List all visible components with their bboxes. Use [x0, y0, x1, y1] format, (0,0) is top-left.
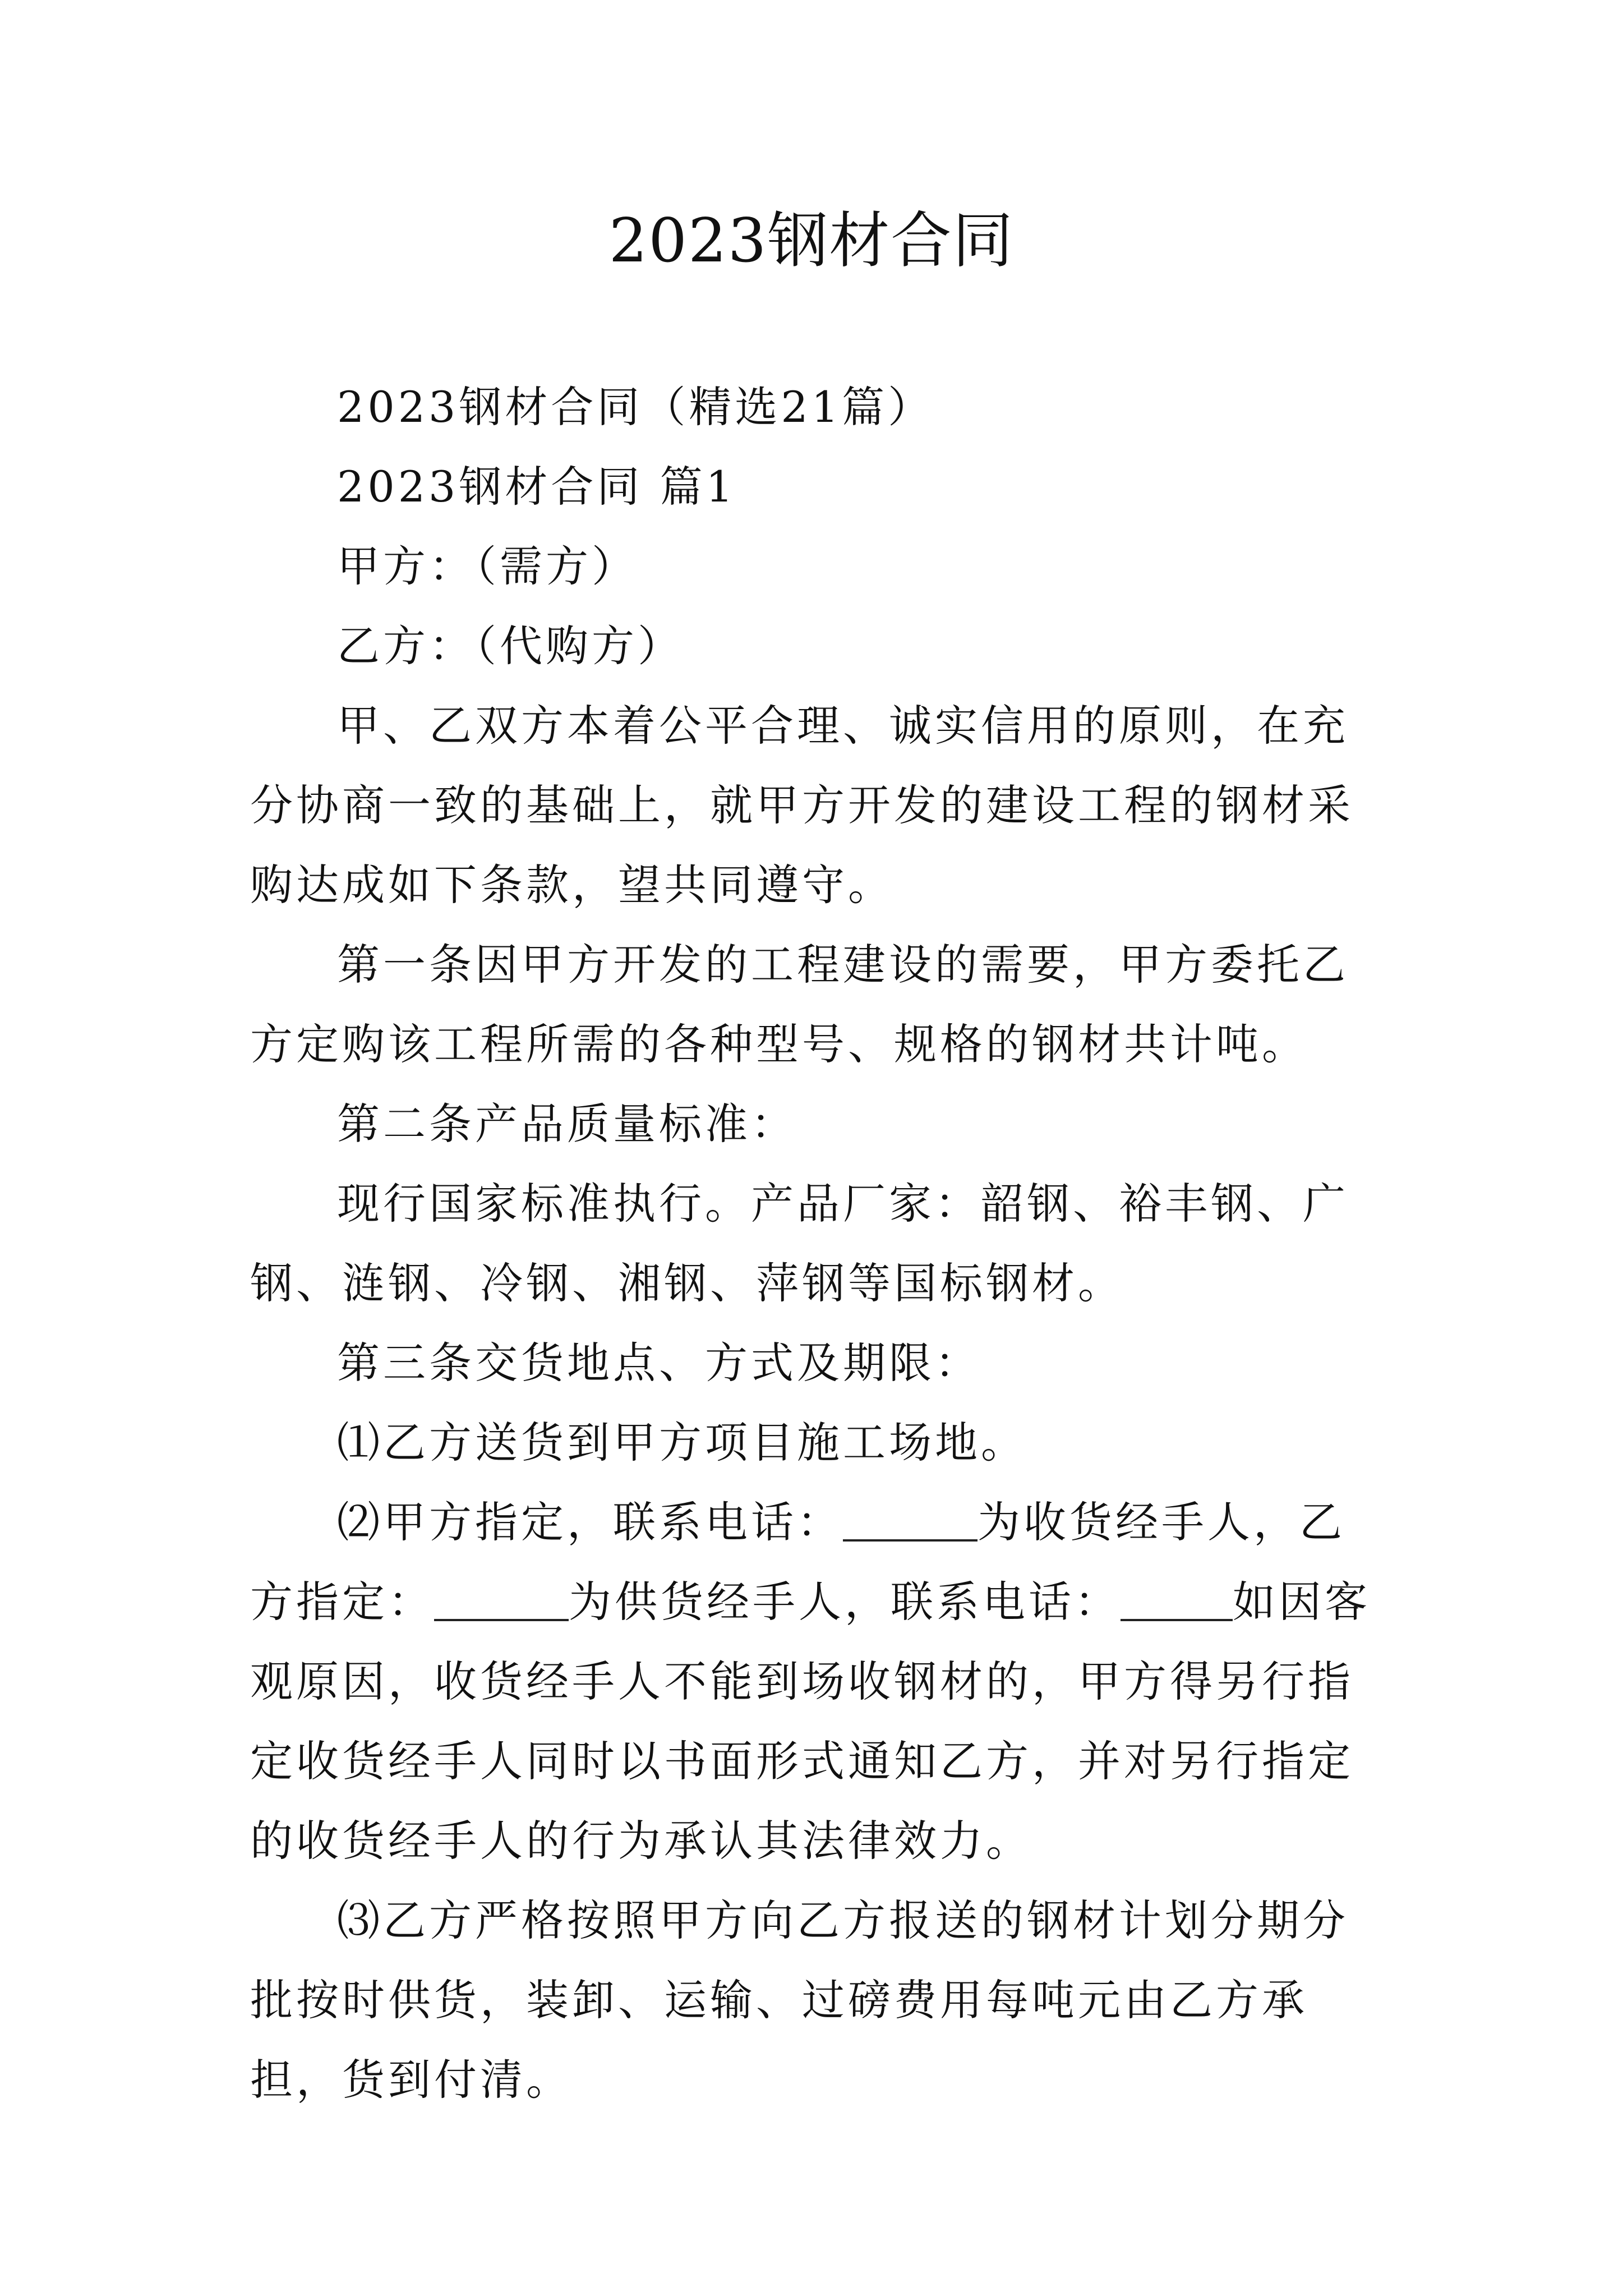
- section-heading: 2023钢材合同 篇1: [337, 462, 736, 512]
- subtitle-paragraph: 2023钢材合同（精选21篇）: [337, 382, 934, 432]
- article-1-paragraph: 第一条因甲方开发的工程建设的需要，甲方委托乙方定购该工程所需的各种型号、规格的钢材共计吨。: [250, 940, 1349, 1069]
- party-b-line: 乙方：（代购方）: [337, 621, 684, 671]
- article-3-heading: 第三条交货地点、方式及期限：: [337, 1338, 981, 1388]
- phone-blank-2: [1121, 1580, 1233, 1621]
- clause-3-paragraph: ⑶乙方严格按照甲方向乙方报送的钢材计划分期分批按时供货，装卸、运输、过磅费用每吨元由乙方承担，货到付清。: [250, 1895, 1349, 2105]
- supplier-blank: [434, 1580, 569, 1621]
- phone-blank-1: [843, 1500, 978, 1542]
- clause-2-part2: 为收货经手人，乙方指定：: [250, 1497, 1345, 1627]
- clause-2-part4: 如因客观原因，收货经手人不能到场收钢材的，甲方得另行指定收货经手人同时以书面形式通知乙方，并对另行指定的收货经手人的行为承认其法律效力。: [250, 1577, 1371, 1866]
- clause-2-paragraph: [250, 1483, 1389, 1881]
- article-2-heading: 第二条产品质量标准：: [337, 1099, 797, 1149]
- clause-2-part1: ⑵甲方指定，联系电话：: [337, 1497, 843, 1547]
- clause-2-part3: 为供货经手人，联系电话：: [569, 1577, 1121, 1627]
- document-title: 2023钢材合同: [608, 206, 1015, 276]
- party-a-line: 甲方：（需方）: [337, 541, 638, 591]
- preamble-paragraph: 甲、乙双方本着公平合理、诚实信用的原则，在充分协商一致的基础上，就甲方开发的建设工程的钢材采购达成如下条款，望共同遵守。: [250, 701, 1354, 910]
- clause-1-paragraph: ⑴乙方送货到甲方项目施工场地。: [337, 1418, 1027, 1467]
- document-body: [250, 367, 1389, 2120]
- quality-standard-paragraph: 现行国家标准执行。产品厂家：韶钢、裕丰钢、广钢、涟钢、冷钢、湘钢、萍钢等国标钢材。: [250, 1179, 1349, 1308]
